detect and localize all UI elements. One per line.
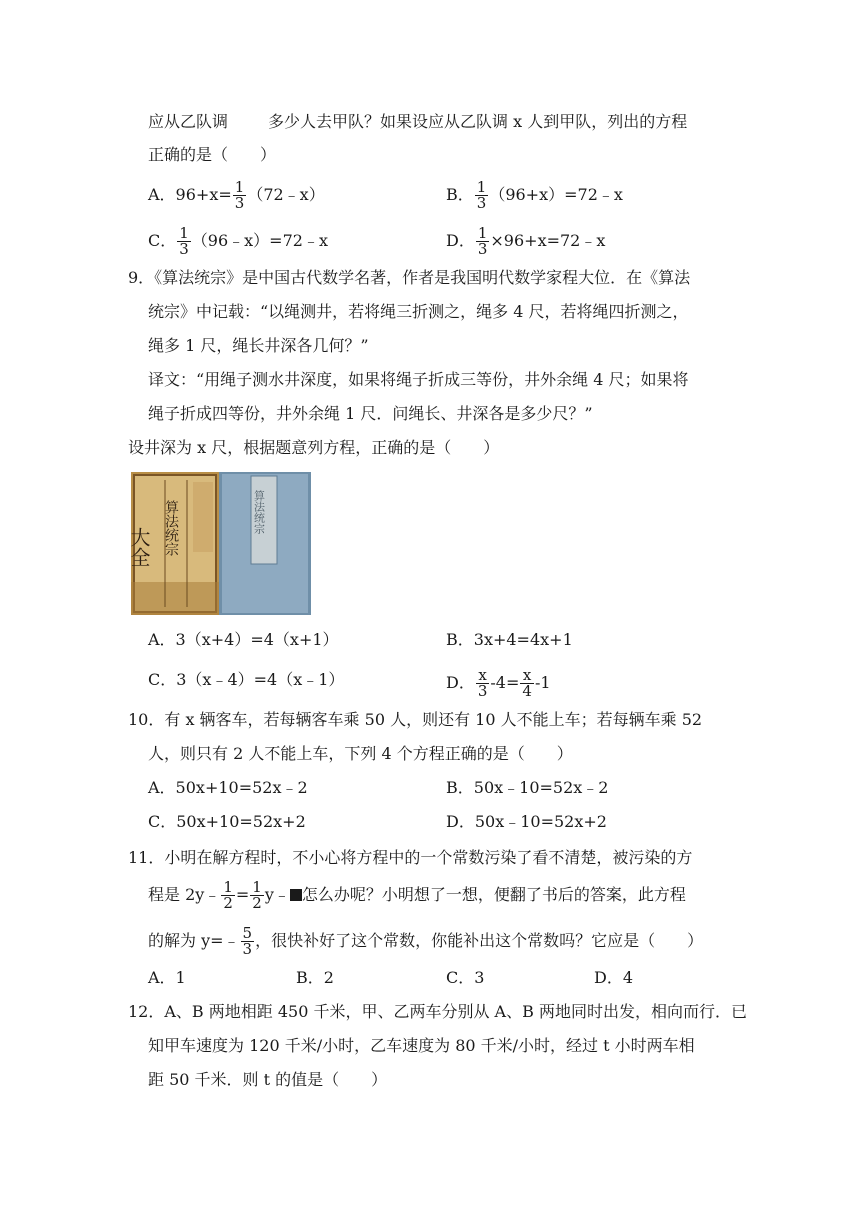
q11-l2-b: y﹣ [264,885,290,904]
q8-a-num: 1 [234,178,245,196]
q8-option-c[interactable] [148,226,328,257]
q8-d-fraction [476,226,490,257]
q9-d-frac2 [520,668,534,699]
q9-line1: 9．《算法统宗》是中国古代数学名著，作者是我国明代数学家程大位．在《算法 [128,268,691,287]
q8-b-fraction [475,180,489,211]
q8-b-label: B． [446,185,474,204]
q8-d-label: D． [446,231,475,250]
q9-d-frac1 [476,668,490,699]
q11-frac1 [221,880,235,911]
q8-line2: 正确的是（ ） [148,145,277,164]
q11-l3-a: 的解为 y=﹣ [148,931,240,950]
q10-option-b[interactable]: B．50x﹣10=52x﹣2 [446,778,609,797]
q8-d-tail: ×96+x=72﹣x [490,231,606,250]
q11-line2 [148,880,686,911]
q11-eq: = [235,885,250,904]
blot-square-icon [290,889,302,901]
q11-option-a[interactable]: A．1 [148,968,186,987]
book-title-main: 算法统宗 [163,500,179,556]
q10-option-c[interactable]: C．50x+10=52x+2 [148,812,306,831]
q11-option-c[interactable]: C．3 [446,968,485,987]
q9-d-mid: -4= [490,673,520,692]
q8-line1-b: 多少人去甲队？如果设应从乙队调 x 人到甲队，列出的方程 [268,112,688,131]
q8-c-den: 3 [179,240,189,258]
q11-option-b[interactable]: B．2 [296,968,334,987]
q9-d-label: D． [446,673,475,692]
q10-line2: 人，则只有 2 人不能上车，下列 4 个方程正确的是（ ） [148,744,573,763]
q9-d-den1: 3 [477,682,488,700]
q11-num1: 1 [223,878,233,896]
q12-line1: 12．A、B 两地相距 450 千米，甲、乙两车分别从 A、B 两地同时出发，相向而行．已 [128,1002,747,1021]
q8-line1 [148,110,687,134]
q8-a-label: A．96+x= [148,185,232,204]
q8-b-den: 3 [476,194,487,212]
q11-frac2 [250,880,264,911]
q8-c-num: 1 [179,224,189,242]
q9-d-num2: x [520,668,534,684]
q10-option-a[interactable]: A．50x+10=52x﹣2 [148,778,308,797]
q10-line1: 10．有 x 辆客车，若每辆客车乘 50 人，则还有 10 人不能上车；若每辆车乘 52 [128,710,703,729]
q8-d-den: 3 [477,240,488,258]
q9-d-tail: -1 [534,673,551,692]
q9-line6: 设井深为 x 尺，根据题意列方程，正确的是（ ） [128,438,500,457]
q11-l2-a: 程是 2y﹣ [148,885,221,904]
q11-line1: 11．小明在解方程时，不小心将方程中的一个常数污染了看不清楚，被污染的方 [128,848,693,867]
q9-option-d[interactable] [446,668,551,699]
q11-den1: 2 [223,894,233,912]
q11-option-d[interactable]: D．4 [594,968,634,987]
book-title-left: 大全 [127,527,151,567]
q8-c-label: C． [148,231,177,250]
q8-line1-a: 应从乙队调 [148,112,229,131]
q9-line4: 译文：“用绳子测水井深度，如果将绳子折成三等份，井外余绳 4 尺；如果将 [148,370,689,389]
q9-d-den2: 4 [522,682,532,700]
q11-l3-b: ，很快补好了这个常数，你能补出这个常数吗？它应是（ ） [255,931,704,950]
q8-b-num: 1 [476,178,487,196]
q11-l2-c: 怎么办呢？小明想了一想，便翻了书后的答案，此方程 [301,885,686,904]
q11-den2: 2 [252,894,262,912]
q8-c-tail: （96﹣x）=72﹣x [191,231,328,250]
q12-line2: 知甲车速度为 120 千米/小时，乙车速度为 80 千米/小时，经过 t 小时两车相 [148,1036,695,1055]
q11-num3: 5 [242,924,253,942]
q9-line2: 统宗》中记载：“以绳测井，若将绳三折测之，绳多 4 尺，若将绳四折测之， [148,302,689,321]
q12-line3: 距 50 千米．则 t 的值是（ ） [148,1070,388,1089]
q9-line5: 绳子折成四等份，井外余绳 1 尺．问绳长、井深各是多少尺？” [148,404,593,423]
book-spine-title: 算法统宗 [252,490,266,534]
q8-option-b[interactable] [446,180,623,211]
q11-line3 [148,926,703,957]
q11-den3: 3 [242,940,253,958]
q9-d-num1: x [476,668,490,684]
q9-option-b[interactable]: B．3x+4=4x+1 [446,630,573,649]
q9-line3: 绳多 1 尺，绳长井深各几何？” [148,336,369,355]
book-cover-image [127,472,311,615]
q11-frac3 [241,926,255,957]
q10-option-d[interactable]: D．50x﹣10=52x+2 [446,812,607,831]
q11-num2: 1 [252,878,262,896]
q8-option-d[interactable] [446,226,605,257]
q8-b-tail: （96+x）=72﹣x [489,185,623,204]
q8-c-fraction [177,226,191,257]
q8-d-num: 1 [477,224,488,242]
q8-a-fraction [233,180,247,211]
q9-option-a[interactable]: A．3（x+4）=4（x+1） [148,630,339,649]
q8-a-tail: （72﹣x） [247,185,325,204]
q9-option-c[interactable]: C．3（x﹣4）=4（x﹣1） [148,670,345,689]
q8-a-den: 3 [234,194,245,212]
q8-option-a[interactable] [148,180,325,211]
